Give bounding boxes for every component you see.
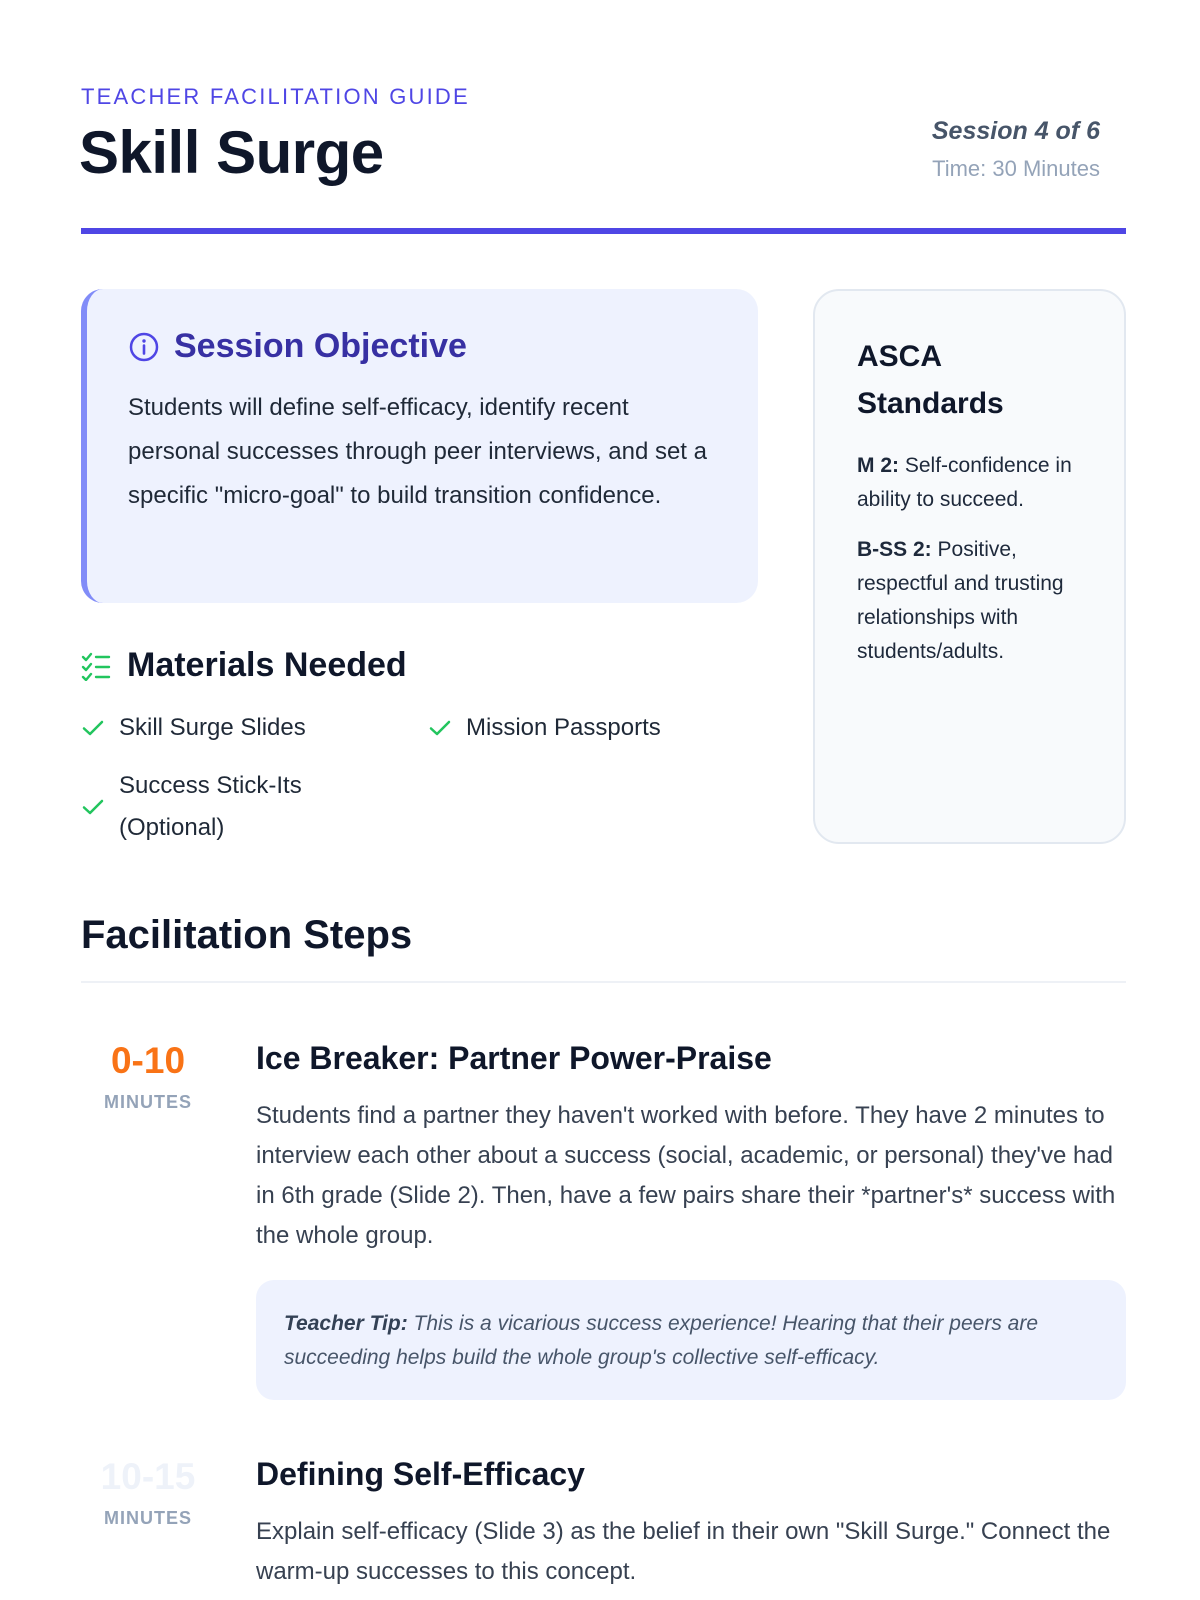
step-description: Explain self-efficacy (Slide 3) as the belief in their own "Skill Surge." Connect the warm-up successes to this concept.: [256, 1518, 1111, 1585]
step-title: Ice Breaker: Partner Power-Praise: [256, 1040, 772, 1076]
asca-standard-code: B-SS 2:: [857, 538, 932, 561]
teacher-tip-label: Teacher Tip:: [284, 1312, 408, 1335]
steps-divider: [81, 981, 1126, 983]
material-item: [81, 714, 306, 742]
material-item: [428, 714, 661, 742]
check-icon: [81, 795, 105, 819]
session-meta: [932, 117, 1100, 182]
material-item: [81, 765, 349, 849]
step-time-unit: MINUTES: [104, 1092, 192, 1112]
step-time-block: [83, 1040, 213, 1113]
asca-standard-text: Self-confidence in ability to succeed.: [857, 454, 1072, 511]
asca-standard-code: M 2:: [857, 454, 899, 477]
step-time-block: [83, 1456, 213, 1529]
teacher-tip-box: [256, 1280, 1126, 1400]
step-description: Students find a partner they haven't worked with before. They have 2 minutes to interview each other about a success (social, academic, or personal) they've had in 6th grade (Slide 2). Then, have a few pairs share their *partner's* success with the whole group.: [256, 1102, 1116, 1249]
check-icon: [81, 716, 105, 740]
step-time-unit: MINUTES: [104, 1508, 192, 1528]
material-label: Skill Surge Slides: [119, 714, 306, 741]
asca-standard-item: [857, 449, 1084, 517]
material-label: Mission Passports: [466, 714, 661, 741]
teacher-tip-text: This is a vicarious success experience! Hearing that their peers are succeeding helps build the whole group's collective self-efficacy.: [284, 1312, 1038, 1369]
asca-title: ASCA Standards: [857, 340, 1004, 420]
info-icon: [128, 331, 160, 363]
session-duration: Time: 30 Minutes: [932, 156, 1100, 181]
session-number: Session 4 of 6: [931, 117, 1100, 145]
step-time-range: 0-10: [110, 1040, 186, 1081]
asca-standard-text: Positive, respectful and trusting relationships with students/adults.: [857, 538, 1064, 663]
materials-title: Materials Needed: [127, 646, 407, 684]
steps-title: Facilitation Steps: [81, 913, 413, 957]
objective-text: Students will define self-efficacy, identify recent personal successes through peer interviews, and set a specific "micro-goal" to build transition confidence.: [128, 394, 707, 509]
checklist-icon: [81, 651, 111, 681]
objective-title: Session Objective: [174, 327, 467, 365]
session-objective-card: [81, 289, 758, 603]
check-icon: [428, 716, 452, 740]
asca-standard-item: [857, 533, 1084, 669]
page-title: Skill Surge: [79, 119, 384, 186]
guide-eyebrow: TEACHER FACILITATION GUIDE: [81, 84, 470, 109]
asca-standards-card: [813, 289, 1126, 844]
step-time-range: 10-15: [100, 1456, 196, 1497]
header-divider: [81, 228, 1126, 234]
objective-header: [128, 327, 718, 366]
step-title: Defining Self-Efficacy: [256, 1456, 585, 1492]
material-label: Success Stick-Its (Optional): [119, 772, 302, 841]
materials-header: [81, 646, 407, 685]
